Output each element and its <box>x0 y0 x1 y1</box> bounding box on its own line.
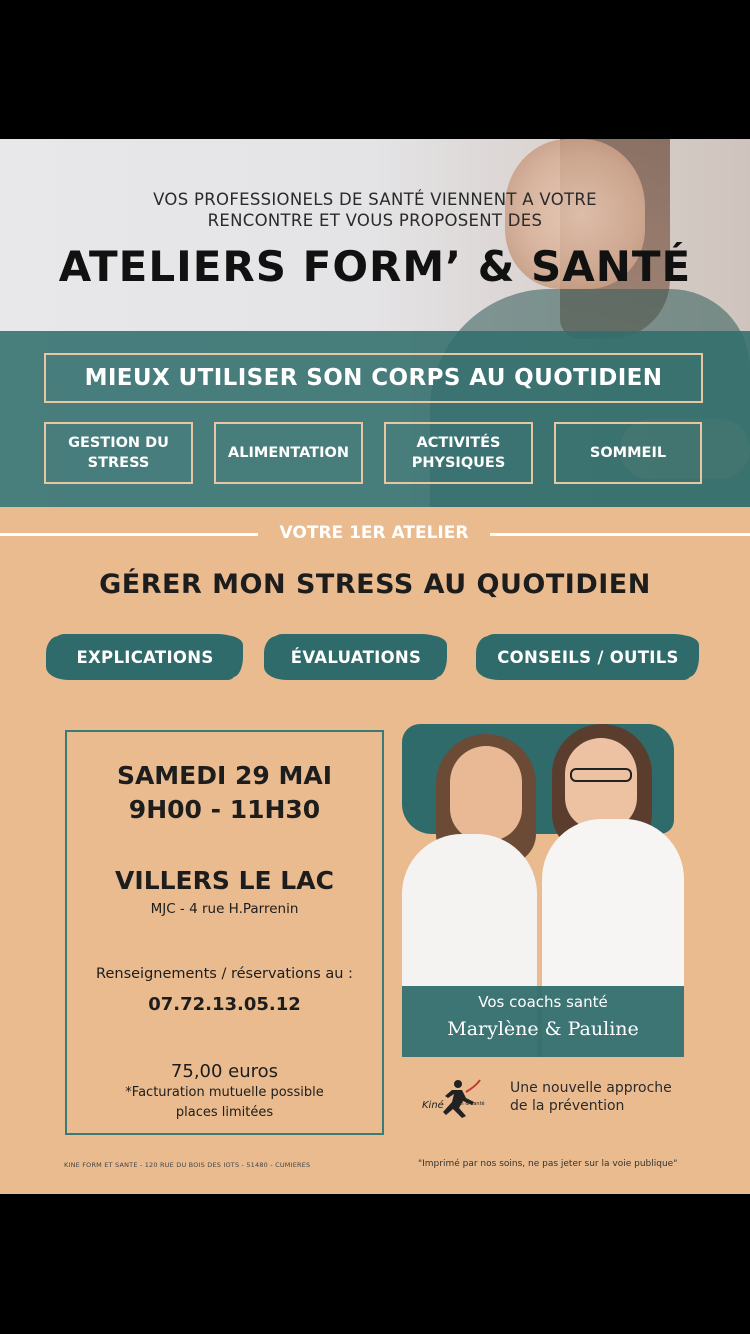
category-sommeil-label: SOMMEIL <box>589 445 667 461</box>
poster <box>0 139 750 1194</box>
feature-conseils: CONSEILS / OUTILS <box>480 634 696 680</box>
kine-logo <box>422 1078 498 1120</box>
slogan-line-2: de la prévention <box>510 1098 625 1114</box>
main-title: ATELIERS FORM’ & SANTÉ <box>58 242 692 291</box>
coaches-portrait <box>402 724 684 1057</box>
logo-text: Kiné <box>422 1100 444 1111</box>
coach-1-face <box>450 746 522 841</box>
event-phone: 07.72.13.05.12 <box>148 994 301 1015</box>
slogan-line-1: Une nouvelle approche <box>510 1080 672 1096</box>
event-date: SAMEDI 29 MAI <box>116 761 333 790</box>
feature-evaluations: ÉVALUATIONS <box>268 634 444 680</box>
coach-2-face <box>565 738 637 830</box>
logo-small-text: form & santé <box>452 1101 485 1107</box>
divider-left <box>0 533 258 536</box>
category-stress <box>44 422 193 484</box>
category-alimentation <box>214 422 363 484</box>
section-label: VOTRE 1ER ATELIER <box>279 523 469 543</box>
event-note-1: *Facturation mutuelle possible <box>125 1085 324 1100</box>
intro-text <box>0 189 750 231</box>
category-alimentation-label: ALIMENTATION <box>228 445 349 461</box>
event-price: 75,00 euros <box>170 1061 279 1082</box>
event-town: VILLERS LE LAC <box>115 866 334 895</box>
workshop-title: GÉRER MON STRESS AU QUOTIDIEN <box>99 569 651 600</box>
event-info-box <box>65 730 384 1135</box>
coaches-caption: Vos coachs santé <box>478 993 608 1011</box>
feature-explications: EXPLICATIONS <box>50 634 240 680</box>
coach-2-glasses <box>570 768 632 782</box>
event-address: MJC - 4 rue H.Parrenin <box>150 901 299 917</box>
subtitle-frame: MIEUX UTILISER SON CORPS AU QUOTIDIEN <box>44 353 703 403</box>
intro-line-2: RENCONTRE ET VOUS PROPOSENT DES <box>207 211 543 230</box>
coaches-photo <box>402 724 684 1057</box>
footer-address: KINE FORM ET SANTE - 120 RUE DU BOIS DES IOTS - 51480 - CUMIERES <box>64 1161 311 1169</box>
category-sommeil <box>554 422 702 484</box>
event-time: 9H00 - 11H30 <box>128 795 321 824</box>
category-stress-line-1: GESTION DU <box>68 435 169 451</box>
category-stress-line-2: STRESS <box>87 455 150 471</box>
event-info-label: Renseignements / réservations au : <box>96 966 353 982</box>
coaches-names: Marylène & Pauline <box>447 1018 639 1040</box>
category-activites <box>384 422 533 484</box>
category-activites-line-2: PHYSIQUES <box>411 455 506 471</box>
intro-line-1: VOS PROFESSIONELS DE SANTÉ VIENNENT A VOTRE <box>153 190 597 209</box>
divider-right <box>490 533 750 536</box>
slogan <box>510 1079 672 1115</box>
runner-icon <box>422 1078 498 1120</box>
event-note-2: places limitées <box>175 1105 274 1120</box>
category-activites-line-1: ACTIVITÉS <box>416 435 501 451</box>
hero-photo <box>0 139 750 507</box>
footer-notice: "Imprimé par nos soins, ne pas jeter sur la voie publique" <box>418 1159 678 1169</box>
